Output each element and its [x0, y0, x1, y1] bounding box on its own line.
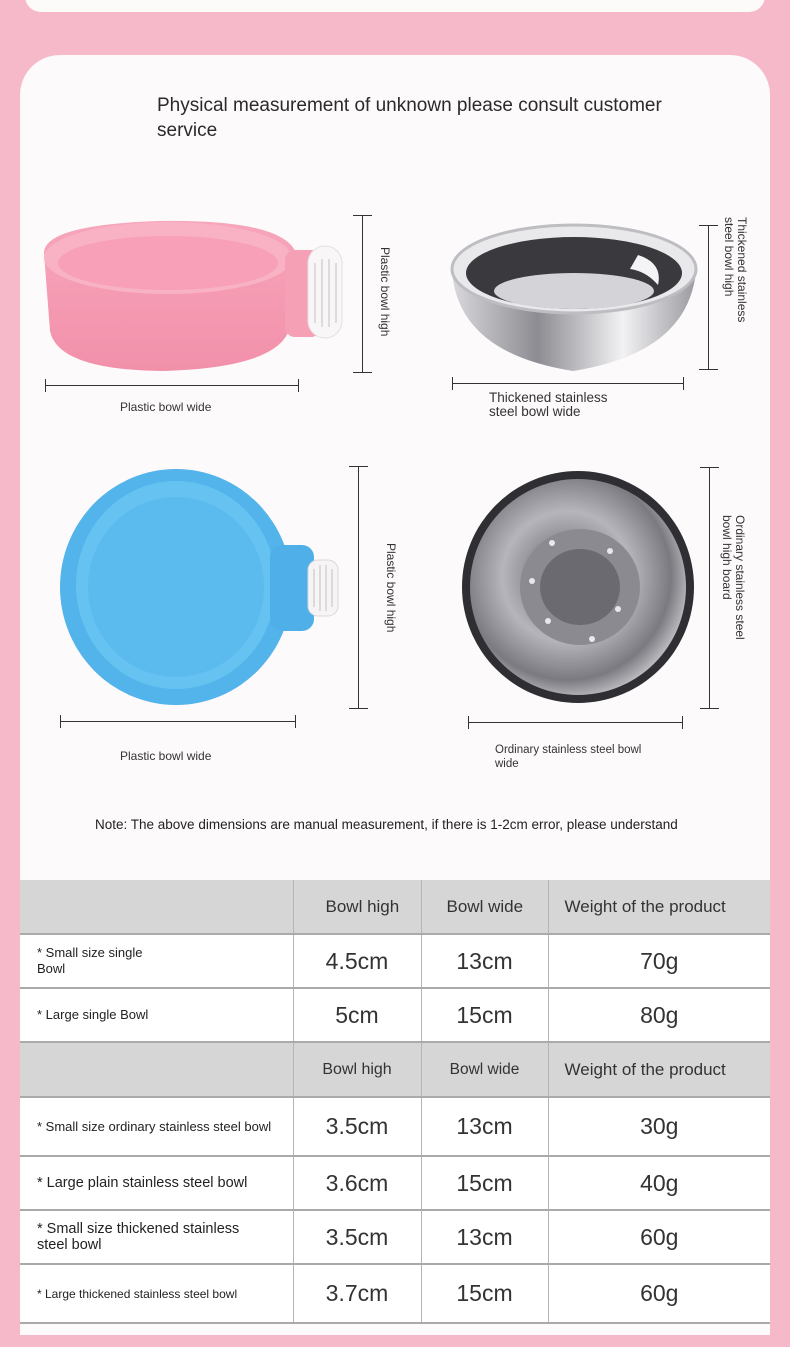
spec-table [20, 880, 770, 1324]
weight-value: 60g [548, 1264, 770, 1323]
measurement-note: Note: The above dimensions are manual measurement, if there is 1-2cm error, please understand [95, 817, 678, 832]
bowl-wide-value: 15cm [421, 1264, 548, 1323]
table-row [20, 934, 770, 988]
blue-plastic-bowl-image [58, 465, 343, 710]
table-row [20, 1097, 770, 1156]
pink-height-marker [362, 215, 363, 373]
table-header-cell: Weight of the product [548, 880, 770, 934]
weight-value: 80g [548, 988, 770, 1042]
bowl-wide-value: 13cm [421, 1097, 548, 1156]
bowl-wide-value: 15cm [421, 1156, 548, 1210]
ord-width-label: Ordinary stainless steel bowl wide [495, 744, 642, 770]
bowl-high-value: 4.5cm [293, 934, 421, 988]
weight-value: 60g [548, 1210, 770, 1264]
thickened-steel-bowl-image [448, 223, 700, 375]
table-header-row [20, 880, 770, 934]
thick-height-label: Thickened stainless steel bowl high [722, 217, 749, 323]
thick-width-label: Thickened stainless steel bowl wide [489, 390, 608, 419]
table-row [20, 1156, 770, 1210]
table-header-cell [20, 880, 293, 934]
ord-height-label: Ordinary stainless steel bowl high board [720, 515, 747, 640]
ord-height-marker [709, 467, 710, 709]
product-name: * Large single Bowl [20, 988, 293, 1042]
table-header-cell: Bowl wide [421, 880, 548, 934]
main-card [20, 55, 770, 1335]
table-row [20, 1210, 770, 1264]
pink-width-marker [45, 385, 299, 386]
ordinary-steel-bowl-image [460, 471, 698, 707]
thick-height-marker [708, 225, 709, 370]
weight-value: 70g [548, 934, 770, 988]
pink-height-label: Plastic bowl high [378, 247, 392, 337]
product-name: * Large plain stainless steel bowl [20, 1156, 293, 1210]
bowl-high-value: 3.6cm [293, 1156, 421, 1210]
weight-value: 30g [548, 1097, 770, 1156]
bowl-wide-value: 13cm [421, 934, 548, 988]
product-name: * Small size ordinary stainless steel bowl [20, 1097, 293, 1156]
bowl-high-value: 3.5cm [293, 1097, 421, 1156]
bowl-high-value: 5cm [293, 988, 421, 1042]
bowl-wide-value: 13cm [421, 1210, 548, 1264]
blue-height-marker [358, 466, 359, 709]
product-name: * Large thickened stainless steel bowl [20, 1264, 293, 1323]
weight-value: 40g [548, 1156, 770, 1210]
table-header-cell: Bowl wide [421, 1042, 548, 1097]
table-header-cell [20, 1042, 293, 1097]
table-header-cell: Bowl high [293, 880, 421, 934]
blue-height-label: Plastic bowl high [384, 543, 398, 633]
blue-width-label: Plastic bowl wide [120, 749, 212, 763]
table-row [20, 988, 770, 1042]
table-header-cell: Weight of the product [548, 1042, 770, 1097]
table-row [20, 1264, 770, 1323]
bowl-high-value: 3.7cm [293, 1264, 421, 1323]
table-header-row [20, 1042, 770, 1097]
product-name: * Small size single Bowl [20, 934, 293, 988]
bowl-high-value: 3.5cm [293, 1210, 421, 1264]
page-title: Physical measurement of unknown please consult customer service [157, 95, 662, 141]
thick-width-marker [452, 383, 684, 384]
pink-plastic-bowl-image [38, 213, 350, 378]
ord-width-marker [468, 722, 683, 723]
product-name: * Small size thickened stainless steel bowl [20, 1210, 293, 1264]
blue-width-marker [60, 721, 296, 722]
bowl-wide-value: 15cm [421, 988, 548, 1042]
top-card [25, 0, 765, 12]
table-header-cell: Bowl high [293, 1042, 421, 1097]
pink-width-label: Plastic bowl wide [120, 400, 212, 414]
